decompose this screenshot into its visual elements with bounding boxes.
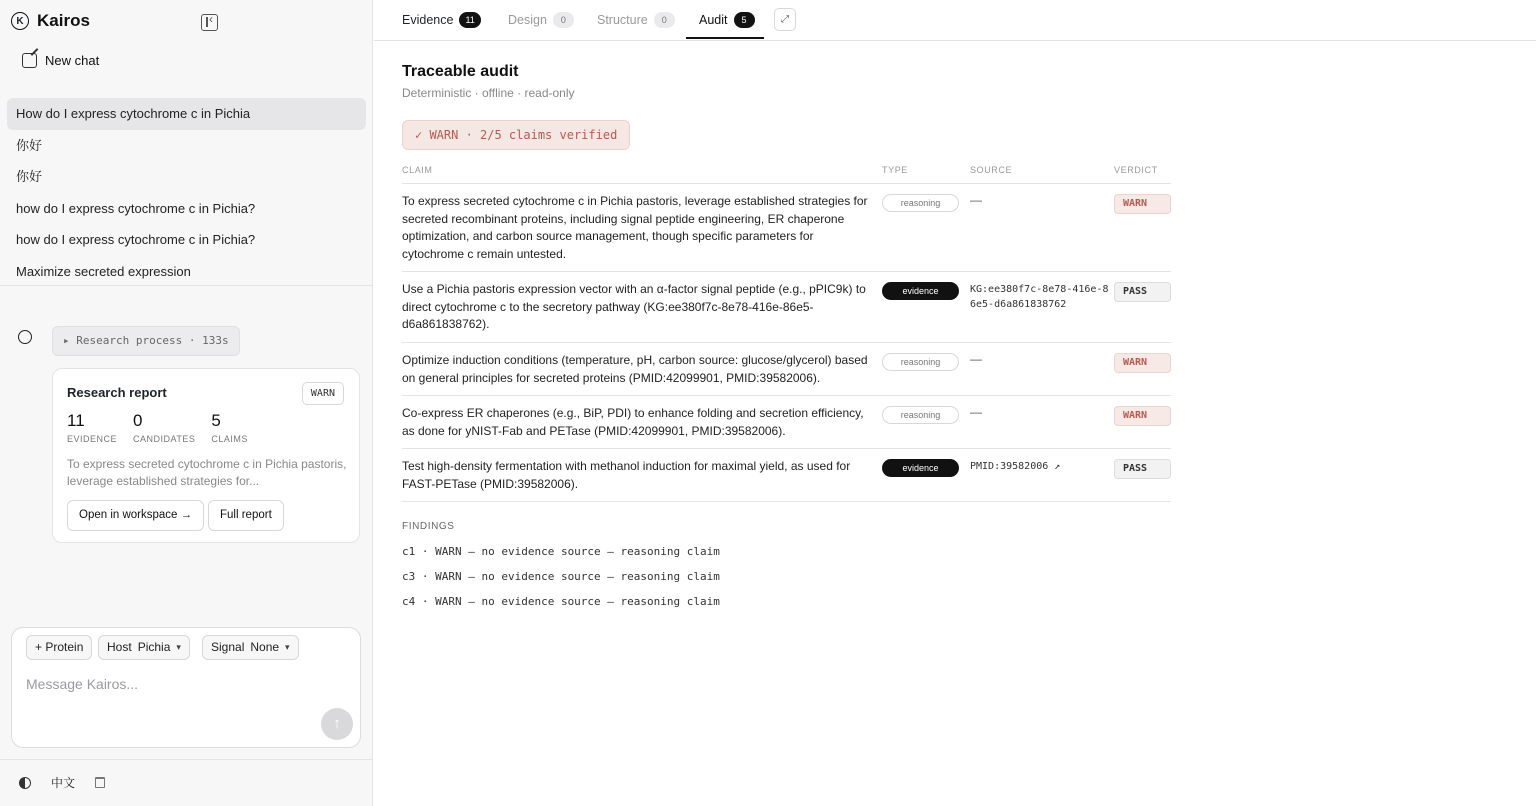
kairos-logo-icon: K (11, 12, 29, 30)
finding-item: c4 · WARN — no evidence source — reasoning claim (402, 595, 720, 608)
claim-text: Use a Pichia pastoris expression vector with an α-factor signal peptide (e.g., pPIC9k) to direct cytochrome c to the secretory pathway (KG:ee380f7c-8e78-416e-86e5-d6a861838762). (402, 282, 866, 331)
findings-heading: FINDINGS (402, 521, 455, 532)
chat-history-item[interactable]: Maximize secreted expression (16, 263, 191, 279)
table-row (402, 184, 1171, 272)
stat-candidates (133, 411, 195, 444)
stat-value: 5 (211, 411, 221, 430)
composer (11, 627, 361, 748)
research-report-card (52, 368, 360, 543)
report-summary: To express secreted cytochrome c in Pichia pastoris, leverage established strategies for... (67, 457, 347, 488)
tab-label: Audit (699, 13, 728, 27)
verdict-badge: PASS (1114, 282, 1171, 302)
host-value: Pichia (137, 640, 171, 654)
report-stats (67, 411, 264, 444)
table-header (402, 159, 1171, 184)
finding-item: c3 · WARN — no evidence source — reasoning claim (402, 570, 720, 583)
header-type: TYPE (882, 165, 908, 175)
chip-label: Host (107, 640, 132, 654)
stat-label: EVIDENCE (67, 434, 118, 444)
chevron-down-icon: ▾ (285, 642, 290, 652)
brand[interactable] (11, 11, 90, 31)
type-badge: reasoning (882, 406, 959, 424)
verdict-banner: ✓ WARN · 2/5 claims verified (402, 120, 630, 150)
table-row (402, 449, 1171, 502)
type-badge: reasoning (882, 194, 959, 212)
signal-value: None (250, 640, 280, 654)
theme-toggle-icon[interactable] (19, 777, 31, 789)
collapse-sidebar-icon[interactable] (201, 14, 218, 31)
type-badge: evidence (882, 282, 959, 300)
finding-item: c1 · WARN — no evidence source — reasoning claim (402, 545, 720, 558)
type-badge: evidence (882, 459, 959, 477)
tab-label: Design (508, 13, 547, 27)
send-button[interactable]: ↑ (321, 708, 353, 740)
tab-audit[interactable] (699, 0, 755, 40)
tab-count-badge: 11 (459, 12, 480, 28)
full-report-button[interactable]: Full report (208, 500, 284, 531)
host-select[interactable] (98, 635, 190, 660)
table-row (402, 272, 1171, 343)
table-row (402, 396, 1171, 449)
header-verdict: VERDICT (1114, 165, 1158, 175)
stat-value: 11 (67, 411, 85, 430)
verdict-badge: WARN (1114, 406, 1171, 426)
workspace-tabs (374, 0, 1536, 41)
claim-text: Co-express ER chaperones (e.g., BiP, PDI) to enhance folding and secretion efficiency, as done for yNIST-Fab and PETase (PMID:42099901, PMID:39582006). (402, 406, 864, 438)
chat-history-item[interactable]: How do I express cytochrome c in Pichia (7, 98, 366, 130)
claim-text: Test high-density fermentation with methanol induction for maximal yield, as used for FAST-PETase (PMID:39582006). (402, 459, 851, 491)
chat-history-list (7, 98, 366, 288)
stat-label: CLAIMS (211, 434, 248, 444)
tab-label: Evidence (402, 13, 454, 27)
app-name: Kairos (37, 11, 90, 30)
tab-label: Structure (597, 13, 648, 27)
source-value: — (970, 405, 982, 419)
tab-evidence[interactable] (402, 0, 481, 40)
chat-history-item[interactable]: how do I express cytochrome c in Pichia? (16, 200, 256, 216)
source-value: — (970, 193, 982, 207)
chevron-down-icon: ▾ (176, 642, 181, 652)
divider (0, 285, 372, 286)
tab-count-badge: 0 (553, 12, 574, 28)
verdict-badge: WARN (1114, 353, 1171, 373)
research-process-toggle[interactable]: ▸ Research process · 133s (52, 326, 240, 356)
source-link[interactable]: PMID:39582006 ↗ (970, 461, 1061, 472)
stat-claims (211, 411, 248, 444)
divider (0, 759, 372, 760)
tab-count-badge: 5 (734, 12, 755, 28)
active-tab-indicator (686, 37, 764, 39)
expand-icon[interactable]: ⤢ (774, 8, 796, 31)
header-source: SOURCE (970, 165, 1013, 175)
table-row (402, 343, 1171, 396)
claim-text: Optimize induction conditions (temperature, pH, carbon source: glucose/glycerol) based on general principles for secreted proteins (PMID:42099901, PMID:39582006). (402, 353, 868, 385)
chip-label: + Protein (35, 640, 84, 654)
open-in-workspace-button[interactable]: Open in workspace → (67, 500, 204, 531)
chip-label: Signal (211, 640, 245, 654)
tab-count-badge: 0 (654, 12, 675, 28)
sidebar (0, 0, 373, 806)
stat-value: 0 (133, 411, 143, 430)
report-title: Research report (67, 385, 167, 400)
claims-table (402, 159, 1171, 502)
header-claim: CLAIM (402, 165, 433, 175)
stat-label: CANDIDATES (133, 434, 196, 444)
source-value: KG:ee380f7c-8e78-416e-86e5-d6a861838762 (970, 284, 1109, 310)
trash-icon[interactable] (95, 777, 105, 788)
signal-select[interactable] (202, 635, 299, 660)
source-value: — (970, 352, 982, 366)
page-subtitle: Deterministic · offline · read-only (402, 86, 575, 100)
tab-structure[interactable] (597, 0, 675, 40)
stat-evidence (67, 411, 117, 444)
claim-text: To express secreted cytochrome c in Pichia pastoris, leverage established strategies for secreted recombinant proteins, including signal peptide engineering, ER chaperone optimization, and carbon source management, though specific parameters for cytochrome c remain untested. (402, 194, 868, 261)
edit-icon (22, 53, 37, 68)
chat-history-item[interactable]: how do I express cytochrome c in Pichia? (16, 232, 256, 248)
status-circle-icon (18, 330, 32, 344)
status-badge: WARN (302, 382, 344, 405)
bottom-toolbar (19, 774, 105, 791)
tab-design[interactable] (508, 0, 574, 40)
message-input[interactable] (26, 676, 326, 692)
new-chat-label: New chat (45, 53, 100, 68)
verdict-badge: WARN (1114, 194, 1171, 214)
chat-history-item[interactable]: 你好 (16, 137, 43, 153)
chat-history-item[interactable]: 你好 (16, 169, 43, 185)
language-toggle[interactable]: 中文 (51, 776, 76, 790)
type-badge: reasoning (882, 353, 959, 371)
verdict-badge: PASS (1114, 459, 1171, 479)
new-chat-button[interactable] (22, 53, 99, 68)
add-protein-chip[interactable] (26, 635, 92, 660)
page-title: Traceable audit (402, 63, 519, 80)
